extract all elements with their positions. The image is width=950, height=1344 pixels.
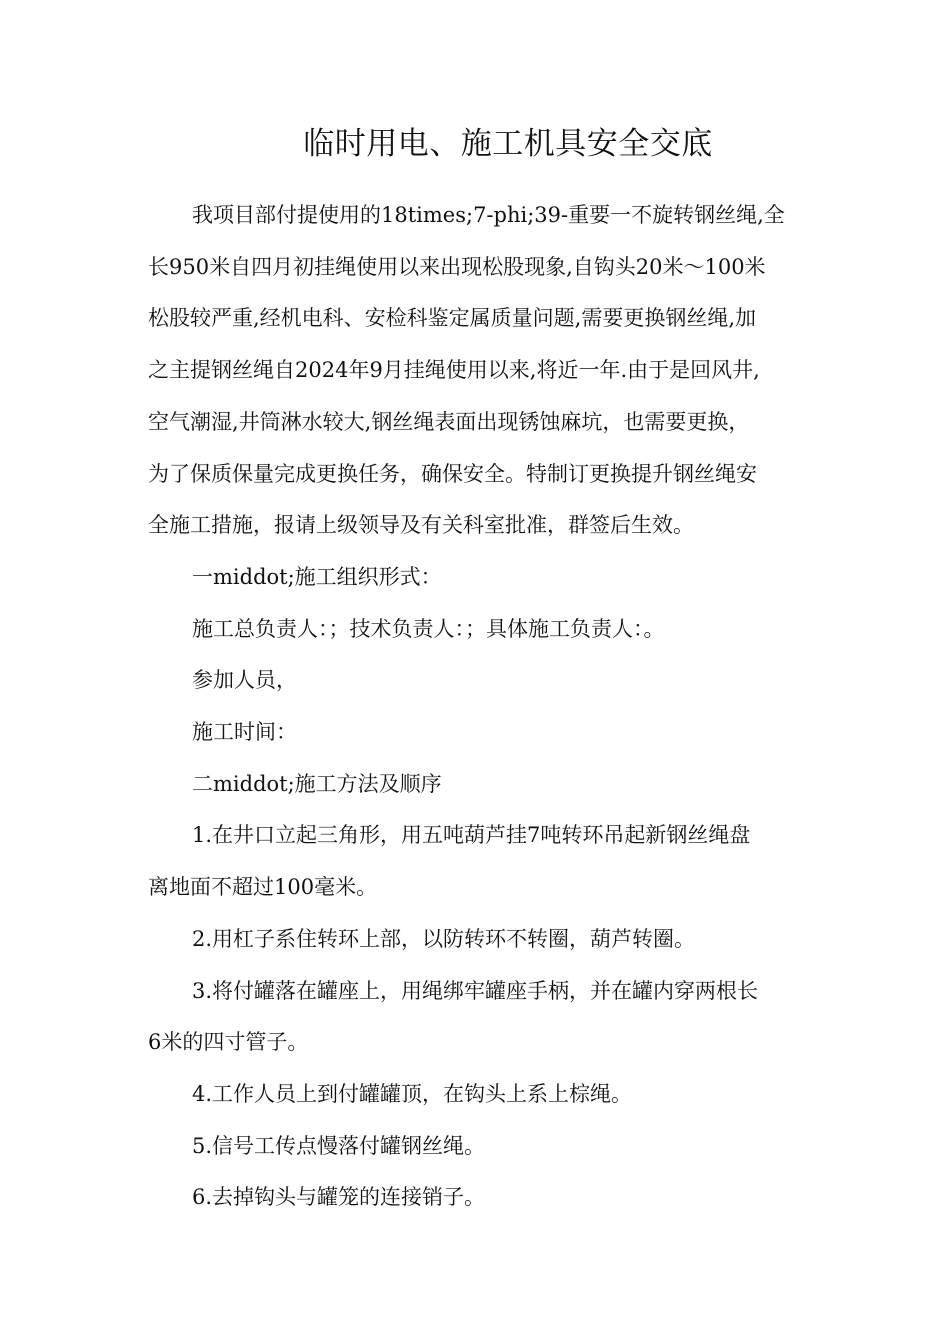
intro-line: 全施工措施，报请上级领导及有关科室批准，群签后生效。 <box>148 513 694 538</box>
step-1 <box>148 810 804 913</box>
participants-line: 参加人员， <box>192 668 297 693</box>
document-body <box>148 190 804 1224</box>
intro-line: 我项目部付提使用的18times;7-phi;39-重要一不旋转钢丝绳,全 <box>192 203 785 227</box>
intro-line: 为了保质保量完成更换任务，确保安全。特制订更换提升钢丝绳安 <box>148 461 757 486</box>
step-line: 离地面不超过100毫米。 <box>148 875 378 900</box>
section-heading-method: 二middot;施工方法及顺序 <box>192 771 442 796</box>
intro-paragraph <box>148 190 804 552</box>
intro-line: 松股较严重,经机电科、安检科鉴定属质量问题,需要更换钢丝绳,加 <box>148 306 757 331</box>
step-2: 2.用杠子系住转环上部，以防转环不转圈，葫芦转圈。 <box>192 926 696 951</box>
step-line: 1.在井口立起三角形，用五吨葫芦挂7吨转环吊起新钢丝绳盘 <box>192 823 751 848</box>
step-3 <box>148 966 804 1069</box>
section-heading-organization: 一middot;施工组织形式： <box>192 564 442 589</box>
document-title: 临时用电、施工机具安全交底 <box>303 126 713 162</box>
intro-line: 长950米自四月初挂绳使用以来出现松股现象,自钩头20米～100米 <box>148 254 766 279</box>
step-line: 3.将付罐落在罐座上，用绳绑牢罐座手柄，并在罐内穿两根长 <box>192 978 759 1003</box>
intro-line: 之主提钢丝绳自2024年9月挂绳使用以来,将近一年.由于是回风井, <box>148 358 760 383</box>
step-6: 6.去掉钩头与罐笼的连接销子。 <box>192 1185 486 1210</box>
construction-time-line: 施工时间： <box>192 720 297 745</box>
step-line: 6米的四寸管子。 <box>148 1030 309 1055</box>
step-5: 5.信号工传点慢落付罐钢丝绳。 <box>192 1133 486 1158</box>
step-4: 4.工作人员上到付罐罐顶，在钩头上系上棕绳。 <box>192 1081 633 1106</box>
responsible-persons-line: 施工总负责人：；技术负责人：；具体施工负责人：。 <box>192 616 665 641</box>
intro-line: 空气潮湿,井筒淋水较大,钢丝绳表面出现锈蚀麻坑，也需要更换， <box>148 409 750 434</box>
